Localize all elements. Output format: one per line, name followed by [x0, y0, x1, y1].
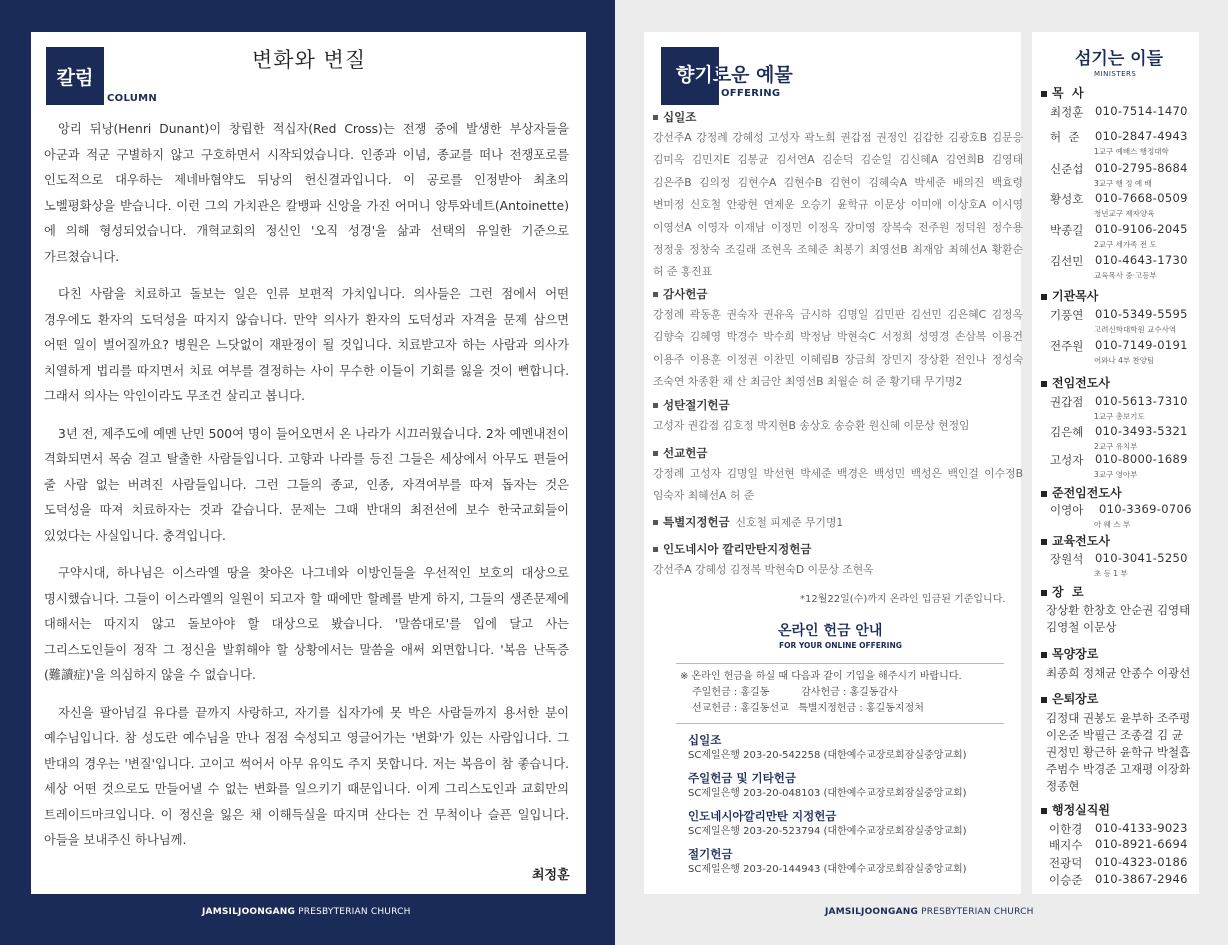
- minister-phone[interactable]: 010-4643-1730: [1095, 253, 1188, 267]
- section-title: 성탄절기헌금: [663, 398, 730, 412]
- section-names: 고성자 권갑점 김호정 박지현B 송상호 송승환 원신혜 이문상 현정임: [653, 419, 970, 432]
- minister-phone[interactable]: 010-7668-0509: [1095, 191, 1188, 205]
- account-block: [688, 770, 967, 802]
- elders-names: 장상환 한창호 안순권 김영태 김영철 이문상: [1046, 603, 1191, 634]
- minister-role: 어와나 4부 찬양팀: [1094, 356, 1155, 365]
- minister-phone[interactable]: 010-2847-4943: [1095, 129, 1188, 143]
- offering-section: [653, 513, 1023, 532]
- minister-header: 은퇴장로: [1041, 690, 1098, 707]
- column-paragraph: 구약시대, 하나님은 이스라엘 땅을 찾아온 나그네와 이방인들을 우선적인 보호의 대상으로 명시했습니다. 그들이 이스라엘의 일원이 되고자 할 때에만 할례를 받게 하지, 그들의 생존문제에 대해서는 따지지 않고 돌보아야 할 대상으로 봤습니다. '말씀대로'를 입에 달고 사는 그리스도인들이 정작 그 정신을 발휘해야 할 상황에서는 말씀을 애써 외면합니다. '복음 난독증(難讀症)'을 의심하지 않을 수 없습니다.: [44, 566, 569, 682]
- online-divider: [676, 663, 1004, 664]
- column-body: [44, 117, 569, 866]
- minister-name: 이영아: [1050, 503, 1084, 517]
- minister-role: 교육목사 중·고등부: [1094, 271, 1157, 280]
- staff-name: 이승준: [1049, 873, 1083, 887]
- minister-name: 장원석: [1050, 552, 1084, 566]
- minister-phone[interactable]: 010-3493-5321: [1095, 424, 1188, 438]
- section-names: 강정례 곽동훈 권숙자 권유옥 금시하 김명일 김민판 김선민 김은혜C 김정옥 김향숙 김혜영 박경수 박수희 박정남 박현숙C 서정희 성영경 손삼복 이용건 이용주 이용훈 이정권 이찬민 이혜림B 장금희 장민지 장상환 전인나 정성숙 조숙연 차종환 채 산 최금안 최영선B 최월순 허 준 황기태 무기명2: [653, 308, 1023, 389]
- honorary-elders-names: 최종희 정채균 안종수 이광선: [1046, 666, 1191, 680]
- account-value[interactable]: SC제일은행 203-20-542258 (대한예수교장로회잠실중앙교회): [688, 750, 967, 761]
- section-names: 강정례 고성자 김명일 박선현 박세준 백경은 백성민 백성은 백인걸 이수정B 임숙자 최혜선A 허 준: [653, 467, 1023, 503]
- minister-name: 황성호: [1050, 192, 1084, 206]
- minister-name: 허 준: [1050, 130, 1080, 144]
- section-names: 강선주A 강혜성 김정복 박현숙D 이문상 조현옥: [653, 563, 874, 576]
- minister-name: 최정훈: [1050, 105, 1084, 119]
- account-name: 인도네시아깔리만탄 지정헌금: [688, 809, 837, 823]
- online-divider: [676, 723, 1004, 724]
- offering-section: [653, 540, 1023, 581]
- ministers-subtitle: MINISTERS: [1094, 70, 1137, 78]
- footer-church-name-left: JAMSILJOONGANG PRESBYTERIAN CHURCH: [202, 907, 411, 917]
- column-badge: 칼럼: [46, 47, 104, 105]
- offering-badge-en: OFFERING: [721, 88, 781, 99]
- column-badge-en: COLUMN: [107, 93, 158, 104]
- minister-role: 1교구 총보기도: [1094, 412, 1145, 421]
- account-name: 주일헌금 및 기타헌금: [688, 771, 796, 785]
- column-title: 변화와 변질: [252, 48, 367, 72]
- footer-church-name-right: JAMSILJOONGANG PRESBYTERIAN CHURCH: [825, 907, 1034, 917]
- minister-phone[interactable]: 010-8000-1689: [1095, 452, 1188, 466]
- offering-section: [653, 444, 1023, 508]
- minister-name: 신준섭: [1050, 162, 1084, 176]
- minister-role: 2교구 세가족 전 도: [1094, 240, 1157, 249]
- section-title: 인도네시아 깔리만탄지정헌금: [663, 542, 812, 556]
- staff-phone[interactable]: 010-8921-6694: [1095, 837, 1188, 851]
- account-name: 절기헌금: [688, 847, 733, 861]
- account-block: [688, 808, 967, 840]
- minister-phone[interactable]: 010-7149-0191: [1095, 338, 1188, 352]
- offering-section: [653, 285, 1023, 394]
- online-title: 온라인 헌금 안내: [778, 623, 883, 639]
- column-paragraph: 3년 전, 제주도에 예멘 난민 500여 명이 들어오면서 온 나라가 시끄러웠습니다. 2차 예멘내전이 격화되면서 목숨 걸고 탈출한 사람들입니다. 고향과 나라를 등진 그들은 세상에서 아무도 편들어 줄 사람 없는 버려진 사람들입니다. 그런 그들의 종교, 인종, 자격여부를 따져 돕자는 것은 도덕성을 따져 치료하자는 것과 같습니다. 문제는 그때 반대의 최전선에 보수 한국교회들이 있었다는 사실입니다. 충격입니다.: [44, 426, 569, 543]
- minister-header: 준전임전도사: [1041, 484, 1122, 501]
- minister-name: 김선민: [1050, 254, 1084, 268]
- account-block: [688, 846, 967, 878]
- minister-header: 목 사: [1041, 84, 1084, 101]
- minister-name: 김은혜: [1050, 425, 1084, 439]
- minister-header: 기관목사: [1041, 287, 1098, 304]
- online-subtitle: FOR YOUR ONLINE OFFERING: [779, 641, 902, 650]
- column-author: 최정훈: [532, 868, 570, 883]
- minister-phone[interactable]: 010-7514-1470: [1095, 104, 1188, 118]
- account-value[interactable]: SC제일은행 203-20-048103 (대한예수교장로회잠실중앙교회): [688, 788, 967, 799]
- minister-header: 전임전도사: [1041, 374, 1110, 391]
- minister-phone[interactable]: 010-3041-5250: [1095, 551, 1188, 565]
- minister-name: 전주원: [1050, 339, 1084, 353]
- account-block: [688, 732, 967, 764]
- minister-phone[interactable]: 010-3369-0706: [1099, 502, 1192, 516]
- column-paragraph: 다친 사람을 치료하고 돌보는 일은 인류 보편적 가치입니다. 의사들은 그런 점에서 어떤 경우에도 환자의 도덕성을 따지지 않습니다. 만약 의사가 환자의 도덕성과 자격을 문제 삼으면 어떤 일이 벌어질까요? 병원은 느닷없이 재판정이 될 것입니다. 치료받고자 하는 사람과 의사가 치열하게 법리를 따지면서 치료 여부를 결정하는 사이 무수한 이들이 기회를 잃을 것이 뻔합니다. 그래서 의사는 악인이라도 무조건 살리고 봅니다.: [44, 287, 569, 403]
- minister-role: 3교구 행 정 예 배: [1094, 179, 1152, 188]
- section-title: 감사헌금: [663, 287, 708, 301]
- minister-name: 고성자: [1050, 453, 1084, 467]
- offering-section: [653, 108, 1023, 284]
- minister-role: 초 등 1 부: [1094, 569, 1128, 578]
- section-names: 신호철 피제준 무기명1: [735, 516, 844, 529]
- staff-name: 이한경: [1049, 822, 1083, 836]
- account-value[interactable]: SC제일은행 203-20-144943 (대한예수교장로회잠실중앙교회): [688, 864, 967, 875]
- online-desc-line: ※ 온라인 헌금을 하실 때 다음과 같이 기입을 해주시기 바랍니다.: [680, 671, 962, 682]
- minister-header: 목양장로: [1041, 645, 1098, 662]
- ministers-title: 섬기는 이들: [1075, 49, 1164, 69]
- column-paragraph: 앙리 뒤낭(Henri Dunant)이 창립한 적십자(Red Cross)는 전쟁 중에 발생한 부상자들을 아군과 적군 구별하지 않고 구호하면서 시작되었습니다. 인종과 이념, 종교를 떠나 전쟁포로를 인도적으로 대우하는 제네바협약도 뒤낭의 헌신결과입니다. 이 공로를 인정받아 최초의 노벨평화상을 받습니다. 이런 그의 가치관은 칼뱅파 신앙을 가진 어머니 앙투와네트(Antoinette)에 의해 형성되었습니다. 개혁교회의 정신인 '오직 성경'을 삶과 선택의 유일한 기준으로 가르쳤습니다.: [44, 122, 569, 264]
- minister-role: 2교구 유치부: [1094, 442, 1138, 451]
- offering-section: [653, 396, 1023, 437]
- staff-phone[interactable]: 010-3867-2946: [1095, 872, 1188, 886]
- online-desc-line: 주일헌금 : 홍길동 감사헌금 : 홍길동감사: [692, 687, 898, 698]
- section-title: 십일조: [663, 110, 697, 124]
- retired-elders-names: 김정대 권봉도 윤부하 조주평 이온준 박필근 조종걸 김 균 권정민 황근하 윤학규 박철흡 주범수 박경준 고재평 이장화 정종현: [1046, 711, 1191, 793]
- minister-phone[interactable]: 010-9106-2045: [1095, 222, 1188, 236]
- offering-badge: 향기로운 예물: [676, 64, 793, 86]
- minister-role: 3교구 영아부: [1094, 470, 1138, 479]
- online-desc-line: 선교헌금 : 홍길동선교 특별지정헌금 : 홍길동지정처: [692, 703, 924, 714]
- column-paragraph: 자신을 팔아넘길 유다를 끝까지 사랑하고, 자기를 십자가에 못 박은 사람들까지 용서한 분이 예수님입니다. 참 성도란 예수님을 만나 점점 숙성되고 영글어가는 '변화'가 있는 사람입니다. 그 반대의 경우는 '변질'입니다. 고이고 썩어서 아무 유익도 주지 못합니다. 저는 복음이 참 좋습니다. 세상 어떤 것으로도 만들어낼 수 없는 변화를 일으키기 때문입니다. 이게 그리스도인과 교회만의 트레이드마크입니다. 이 정신을 잃은 채 이해득실을 따지며 산다는 건 무척이나 슬픈 일입니다. 아들을 보내주신 하나님께.: [44, 705, 569, 847]
- minister-role: 고려신학대학원 교수사역: [1094, 325, 1177, 334]
- staff-phone[interactable]: 010-4133-9023: [1095, 821, 1188, 835]
- minister-phone[interactable]: 010-5349-5595: [1095, 307, 1188, 321]
- minister-phone[interactable]: 010-5613-7310: [1095, 394, 1188, 408]
- minister-header: 교육전도사: [1041, 532, 1110, 549]
- account-name: 십일조: [688, 733, 722, 747]
- section-title: 특별지정헌금: [663, 515, 730, 529]
- minister-phone[interactable]: 010-2795-8684: [1095, 161, 1188, 175]
- minister-role: 1교구 예배스 행정대학: [1094, 147, 1169, 156]
- minister-header: 장 로: [1041, 583, 1084, 600]
- minister-name: 기풍연: [1050, 308, 1084, 322]
- account-value[interactable]: SC제일은행 203-20-523794 (대한예수교장로회잠실중앙교회): [688, 826, 967, 837]
- minister-role: 아 웨 스 부: [1094, 520, 1131, 529]
- minister-role: 청년교구 제자양육: [1094, 209, 1155, 218]
- minister-header: 행정실직원: [1041, 801, 1110, 818]
- online-desc: [680, 669, 962, 717]
- minister-name: 권갑점: [1050, 395, 1084, 409]
- offering-note: *12월22일(수)까지 온라인 입금된 기준입니다.: [800, 594, 1006, 605]
- minister-name: 박종길: [1050, 223, 1084, 237]
- staff-name: 배지수: [1049, 838, 1083, 852]
- section-title: 선교헌금: [663, 446, 708, 460]
- section-names: 강선주A 강정례 강혜성 고성자 곽노희 권갑점 권정인 김갑한 김광호B 김문응 김미옥 김민지E 김봉균 김서연A 김순덕 김순일 김신혜A 김연희B 김영태 김은주B 김의정 김현수A 김현수B 김현이 김혜숙A 박세준 배의진 백효령 변미정 신호철 안광현 연제운 오승기 윤학규 이문상 이미애 이상호A 이시영 이영선A 이영자 이재남 이정민 이정옥 장미영 장복숙 전주원 정덕원 정수용 정정웅 정창숙 조길래 조현옥 조혜준 최봉기 최영선B 최재암 최혜선A 황환순 허 준 홍진표: [653, 131, 1023, 279]
- staff-name: 전광덕: [1049, 856, 1083, 870]
- staff-phone[interactable]: 010-4323-0186: [1095, 855, 1188, 869]
